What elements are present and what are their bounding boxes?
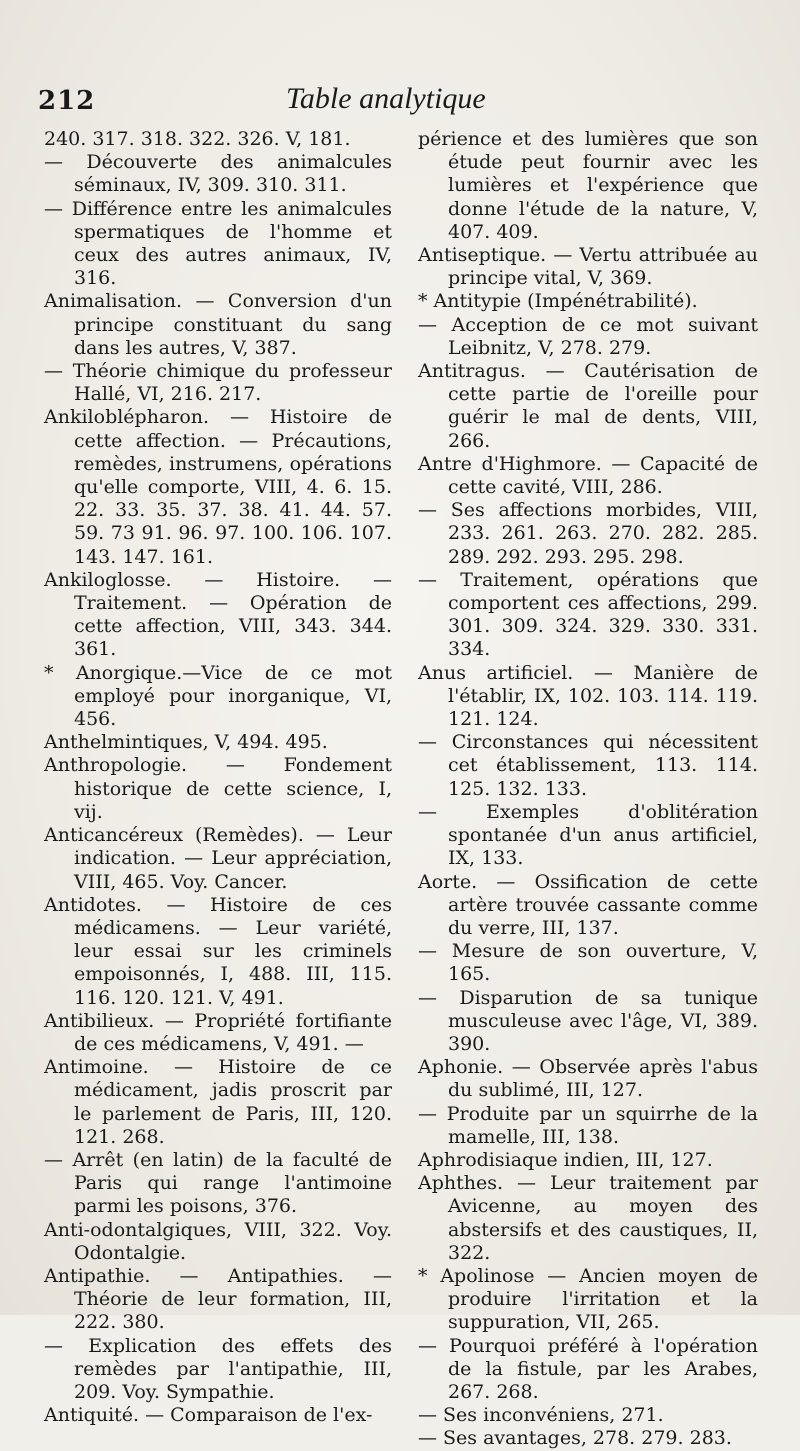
- index-entry: Antipathie. — Antipathies. — Théorie de leur formation, III, 222. 380.: [44, 1264, 392, 1334]
- index-entry: Anthropologie. — Fondement historique de cette science, I, vij.: [44, 754, 392, 823]
- index-entry: Antibilieux. — Propriété fortifiante de ces médicamens, V, 491. —: [44, 1009, 392, 1055]
- index-entry: * Anorgique.—Vice de ce mot employé pour inorganique, VI, 456.: [44, 661, 392, 731]
- page-number: 212: [38, 86, 96, 116]
- index-entry: Antimoine. — Histoire de ce médicament, jadis proscrit par le parlement de Paris, III, 120. 121. 268.: [44, 1056, 392, 1148]
- index-entry: Ankiloblépharon. — Histoire de cette affection. — Précautions, remèdes, instrumens, opérations qu'elle comporte, VIII, 4. 6. 15. 22. 33. 35. 37. 38. 41. 44. 57. 59. 73 91. 96. 97. 100. 106. 107. 143. 147. 161.: [44, 406, 392, 568]
- index-entry: Aorte. — Ossification de cette artère trouvée cassante comme du verre, III, 137.: [418, 870, 758, 939]
- index-entry: Antiseptique. — Vertu attribuée au principe vital, V, 369.: [418, 244, 758, 290]
- index-entry: — Disparution de sa tunique musculeuse avec l'âge, VI, 389. 390.: [418, 986, 758, 1055]
- index-entry: * Antitypie (Impénétrabilité).: [418, 290, 698, 313]
- page-header: [38, 82, 758, 126]
- index-entry: — Acception de ce mot suivant Leibnitz, V, 278. 279.: [418, 313, 758, 359]
- index-entry: * Apolinose — Ancien moyen de produire l'irritation et la suppuration, VII, 265.: [418, 1264, 758, 1334]
- index-entry: — Exemples d'oblitération spontanée d'un anus artificiel, IX, 133.: [418, 800, 758, 870]
- index-entry: — Traitement, opérations que comportent ces affections, 299. 301. 309. 324. 329. 330. 331. 334.: [418, 568, 758, 661]
- index-entry: Aphthes. — Leur traitement par Avicenne, au moyen des abstersifs et des caustiques, II, 322.: [418, 1172, 758, 1264]
- index-entry: Anti-odontalgiques, VIII, 322. Voy. Odontalgie.: [44, 1218, 392, 1264]
- running-title: Table analytique: [286, 82, 486, 115]
- index-entry: — Pourquoi préféré à l'opération de la fistule, par les Arabes, 267. 268.: [418, 1334, 758, 1403]
- index-entry: — Découverte des animalcules séminaux, IV, 309. 310. 311.: [44, 151, 392, 197]
- index-entry: — Ses avantages, 278. 279. 283.: [418, 1427, 732, 1450]
- index-column-right: [418, 128, 758, 1451]
- index-entry: — Mesure de son ouverture, V, 165.: [418, 940, 758, 986]
- index-entry: — Ses inconvéniens, 271.: [418, 1404, 664, 1427]
- index-entry: Antitragus. — Cautérisation de cette partie de l'oreille pour guérir le mal de dents, VIII, 266.: [418, 360, 758, 452]
- index-entry: Antidotes. — Histoire de ces médicamens. — Leur variété, leur essai sur les criminels empoisonnés, I, 488. III, 115. 116. 120. 121. V, 491.: [44, 893, 392, 1009]
- index-entry: — Arrêt (en latin) de la faculté de Paris qui range l'antimoine parmi les poisons, 376.: [44, 1148, 392, 1218]
- index-entry: — Théorie chimique du professeur Hallé, VI, 216. 217.: [44, 360, 392, 406]
- index-entry: — Circonstances qui nécessitent cet établissement, 113. 114. 125. 132. 133.: [418, 731, 758, 800]
- index-entry: Aphrodisiaque indien, III, 127.: [418, 1148, 713, 1171]
- index-entry: — Produite par un squirrhe de la mamelle, III, 138.: [418, 1102, 758, 1148]
- index-entry: Anthelmintiques, V, 494. 495.: [44, 731, 328, 754]
- index-entry: Antre d'Highmore. — Capacité de cette cavité, VIII, 286.: [418, 452, 758, 499]
- index-entry: Anus artificiel. — Manière de l'établir, IX, 102. 103. 114. 119. 121. 124.: [418, 661, 758, 731]
- index-entry-continuation: 240. 317. 318. 322. 326. V, 181.: [44, 128, 351, 150]
- index-entry-continuation: périence et des lumières que son étude peut fournir avec les lumières et l'expérience que donne l'étude de la nature, V, 407. 409.: [418, 128, 758, 243]
- index-entry: Aphonie. — Observée après l'abus du sublimé, III, 127.: [418, 1056, 758, 1102]
- index-column-left: [44, 128, 392, 1427]
- index-entry: Antiquité. — Comparaison de l'ex-: [44, 1404, 373, 1427]
- index-entry: — Ses affections morbides, VIII, 233. 261. 263. 270. 282. 285. 289. 292. 293. 295. 298.: [418, 499, 758, 568]
- index-entry: — Différence entre les animalcules spermatiques de l'homme et ceux des autres animaux, IV, 316.: [44, 197, 392, 290]
- index-entry: Anticancéreux (Remèdes). — Leur indication. — Leur appréciation, VIII, 465. Voy. Cancer.: [44, 824, 392, 893]
- index-entry: Ankiloglosse. — Histoire. — Traitement. — Opération de cette affection, VIII, 343. 344. 361.: [44, 568, 392, 661]
- index-entry: — Explication des effets des remèdes par l'antipathie, III, 209. Voy. Sympathie.: [44, 1334, 392, 1403]
- index-entry: Animalisation. — Conversion d'un principe constituant du sang dans les autres, V, 387.: [44, 290, 392, 359]
